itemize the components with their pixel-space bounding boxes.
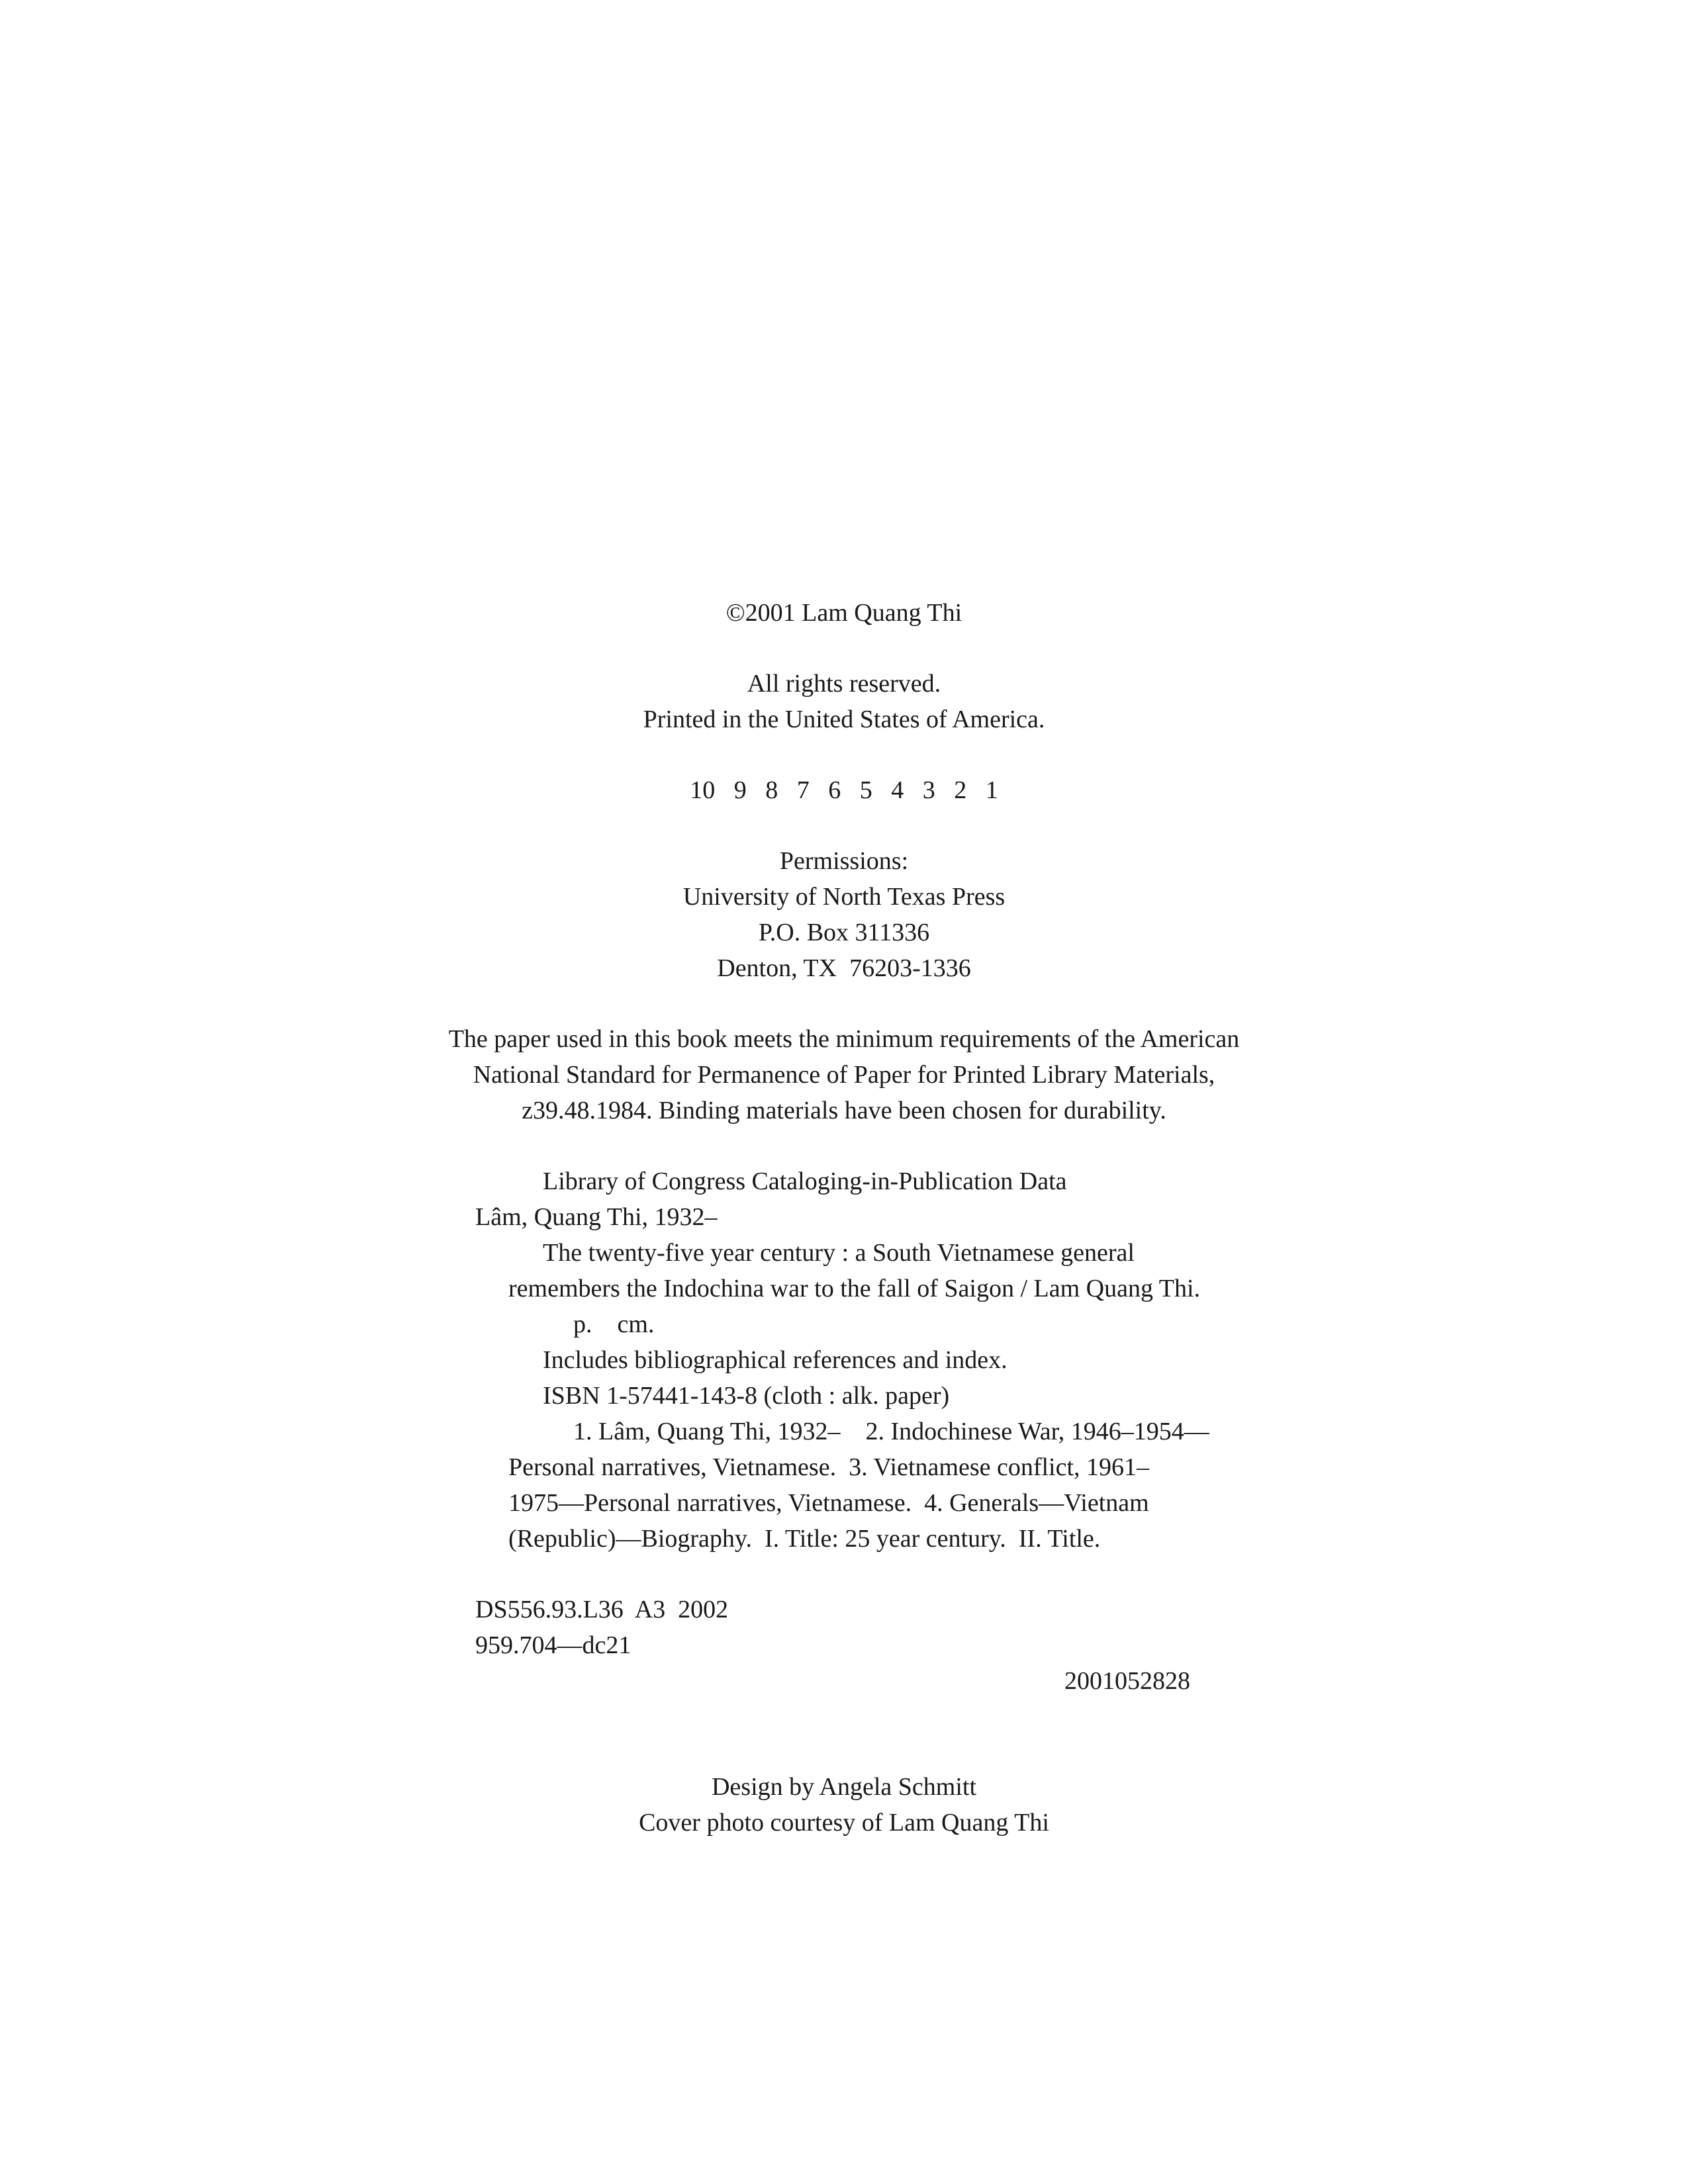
printed-in: Printed in the United States of America. (643, 705, 1045, 733)
cip-subjects: (Republic)—Biography. I. Title: 25 year century. II. Title. (508, 1525, 1101, 1553)
paper-notice-line: The paper used in this book meets the minimum requirements of the American (448, 1025, 1240, 1053)
cip-notes: Includes bibliographical references and index. (543, 1346, 1008, 1374)
cip-title: The twenty-five year century : a South Vietnamese general (543, 1239, 1135, 1267)
permissions-box: P.O. Box 311336 (758, 919, 930, 946)
copyright-notice: ©2001 Lam Quang Thi (726, 599, 962, 627)
design-credit: Design by Angela Schmitt (711, 1773, 977, 1801)
cover-credit: Cover photo courtesy of Lam Quang Thi (639, 1809, 1049, 1837)
cip-subjects: 1975—Personal narratives, Vietnamese. 4. Generals—Vietnam (508, 1489, 1149, 1517)
paper-notice-line: z39.48.1984. Binding materials have been chosen for durability. (522, 1097, 1166, 1124)
rights-reserved: All rights reserved. (747, 670, 941, 698)
cip-subjects: Personal narratives, Vietnamese. 3. Vietnamese conflict, 1961– (508, 1453, 1150, 1481)
permissions-heading: Permissions: (779, 847, 909, 875)
cip-heading: Library of Congress Cataloging-in-Publication Data (543, 1167, 1067, 1195)
cip-isbn: ISBN 1-57441-143-8 (cloth : alk. paper) (543, 1382, 950, 1410)
paper-notice-line: National Standard for Permanence of Paper for Printed Library Materials, (473, 1061, 1215, 1089)
cip-lccn: 2001052828 (1064, 1667, 1190, 1695)
cip-dewey: 959.704—dc21 (475, 1631, 632, 1659)
cip-title: remembers the Indochina war to the fall of Saigon / Lam Quang Thi. (508, 1275, 1201, 1302)
cip-physical: p. cm. (573, 1310, 655, 1338)
printing-line: 10 9 8 7 6 5 4 3 2 1 (690, 776, 998, 804)
cip-subjects: 1. Lâm, Quang Thi, 1932– 2. Indochinese War, 1946–1954— (573, 1418, 1209, 1445)
cip-author: Lâm, Quang Thi, 1932– (475, 1203, 718, 1231)
cip-lc-class: DS556.93.L36 A3 2002 (475, 1596, 729, 1623)
permissions-publisher: University of North Texas Press (682, 883, 1006, 911)
permissions-city: Denton, TX 76203-1336 (717, 954, 971, 982)
